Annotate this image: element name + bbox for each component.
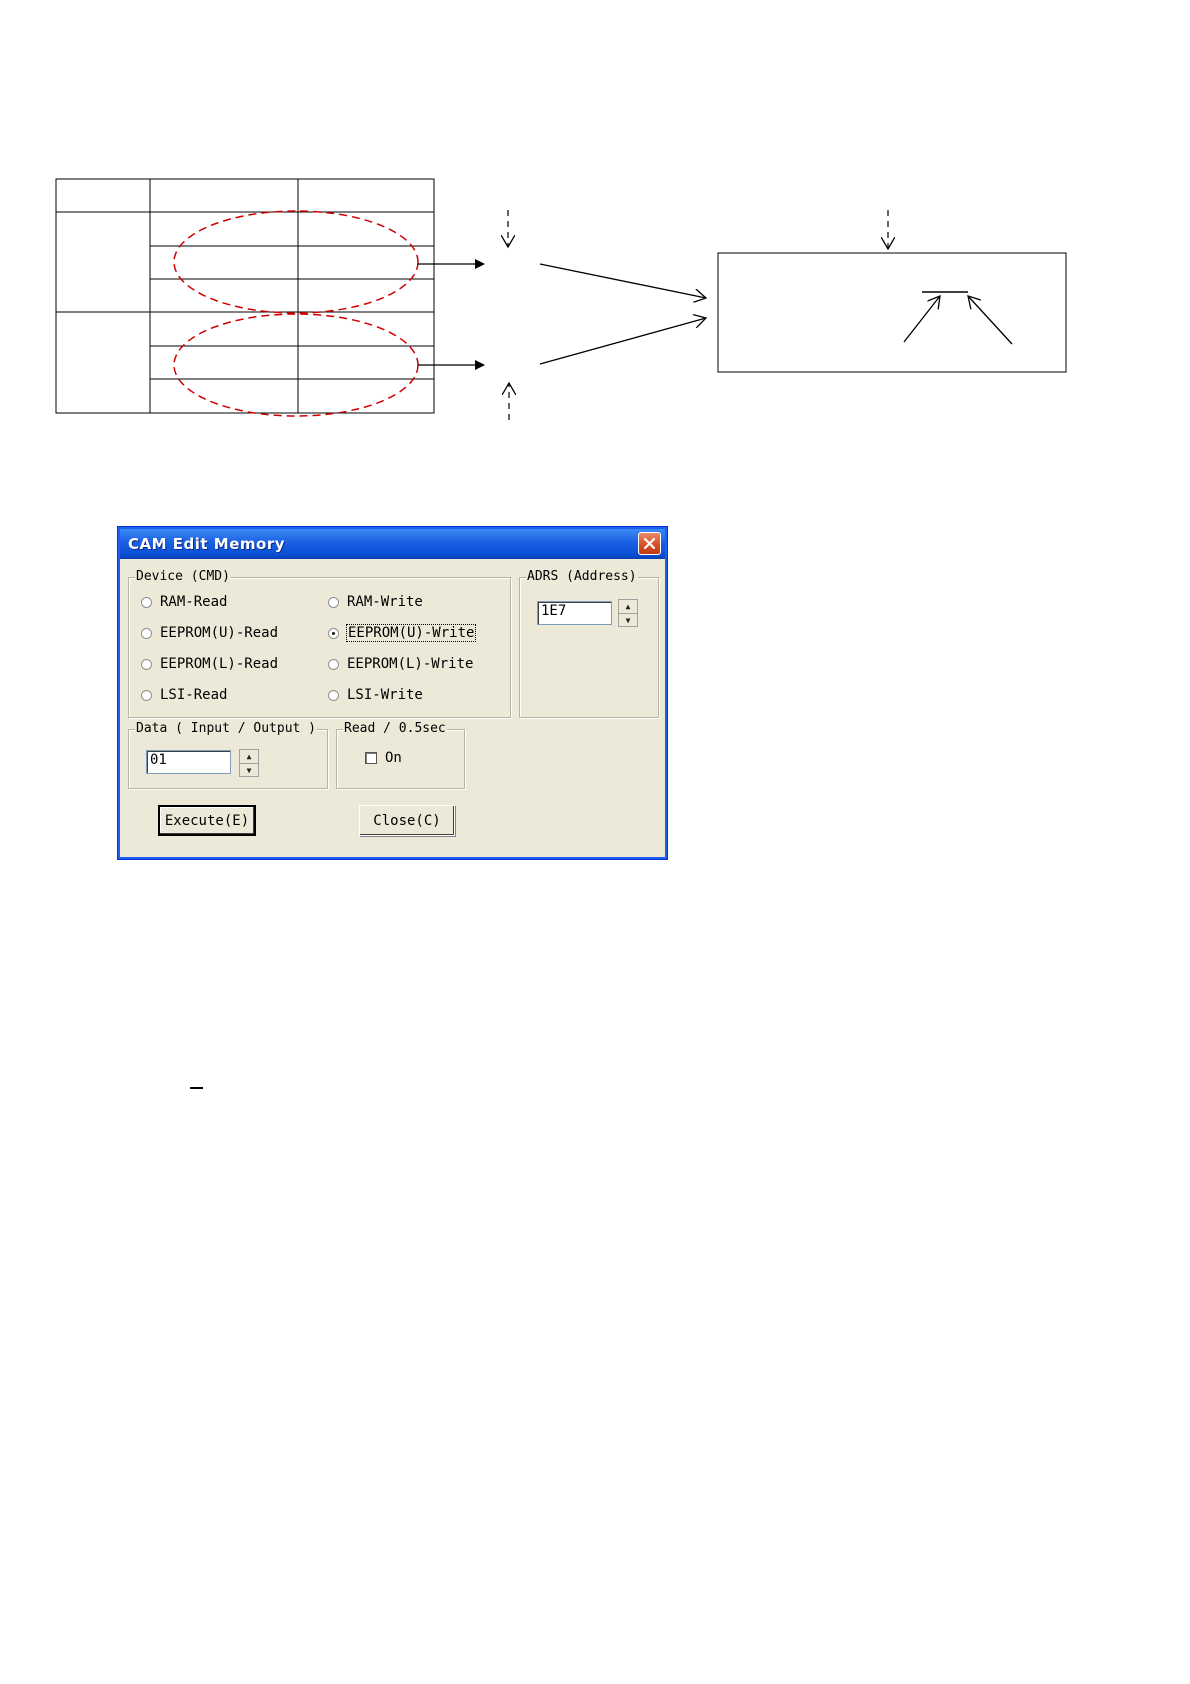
radio-indicator [141, 659, 152, 670]
address-spinner[interactable] [618, 599, 638, 627]
spin-up-icon[interactable]: ▲ [625, 602, 631, 611]
radio-ram-read[interactable]: RAM-Read [141, 593, 227, 611]
radio-indicator [141, 690, 152, 701]
data-input[interactable]: 01 [146, 750, 231, 774]
address-group-legend: ADRS (Address) [527, 569, 637, 584]
memory-map-diagram [0, 0, 1190, 460]
target-box [718, 253, 1066, 372]
checkbox-indicator [365, 752, 377, 764]
close-button[interactable]: Close(C) [359, 805, 455, 836]
radio-indicator [141, 628, 152, 639]
dialog-client-area [121, 559, 664, 856]
highlight-ellipse-upper [174, 211, 418, 313]
close-x-icon [643, 537, 656, 550]
radio-indicator [328, 597, 339, 608]
data-group [128, 721, 328, 789]
radio-ram-write[interactable]: RAM-Write [328, 593, 423, 611]
arrow-to-box-upper [540, 264, 706, 298]
read-group-legend: Read / 0.5sec [344, 721, 446, 736]
arrow-to-box-lower [540, 318, 706, 364]
execute-button[interactable]: Execute(E) [158, 805, 256, 836]
radio-indicator [328, 690, 339, 701]
highlight-ellipse-lower [174, 314, 418, 416]
data-group-legend: Data ( Input / Output ) [136, 721, 317, 736]
cam-edit-memory-dialog [117, 526, 668, 860]
pointer-arrow-left [904, 296, 940, 342]
radio-lsi-write[interactable]: LSI-Write [328, 686, 423, 704]
radio-indicator [328, 659, 339, 670]
radio-indicator [141, 597, 152, 608]
data-spinner[interactable] [239, 749, 259, 777]
stray-dash-mark [190, 1087, 203, 1089]
spin-down-icon[interactable]: ▼ [619, 613, 637, 627]
radio-eeprom-u-read[interactable]: EEPROM(U)-Read [141, 624, 278, 642]
pointer-arrow-right [968, 296, 1012, 344]
read-on-checkbox[interactable]: On [365, 750, 402, 766]
device-group [128, 569, 511, 718]
close-window-button[interactable] [638, 532, 661, 555]
radio-indicator-selected [328, 628, 339, 639]
radio-eeprom-l-write[interactable]: EEPROM(L)-Write [328, 655, 473, 673]
title-bar[interactable] [120, 529, 665, 559]
dialog-title: CAM Edit Memory [128, 535, 285, 553]
memory-table [56, 179, 434, 413]
read-interval-group [336, 721, 465, 789]
radio-eeprom-u-write[interactable]: EEPROM(U)-Write [328, 624, 475, 642]
radio-lsi-read[interactable]: LSI-Read [141, 686, 227, 704]
spin-up-icon[interactable]: ▲ [246, 752, 252, 761]
spin-down-icon[interactable]: ▼ [240, 763, 258, 777]
address-group [519, 569, 659, 718]
address-input[interactable]: 1E7 [537, 601, 612, 625]
device-group-legend: Device (CMD) [136, 569, 230, 584]
radio-eeprom-l-read[interactable]: EEPROM(L)-Read [141, 655, 278, 673]
